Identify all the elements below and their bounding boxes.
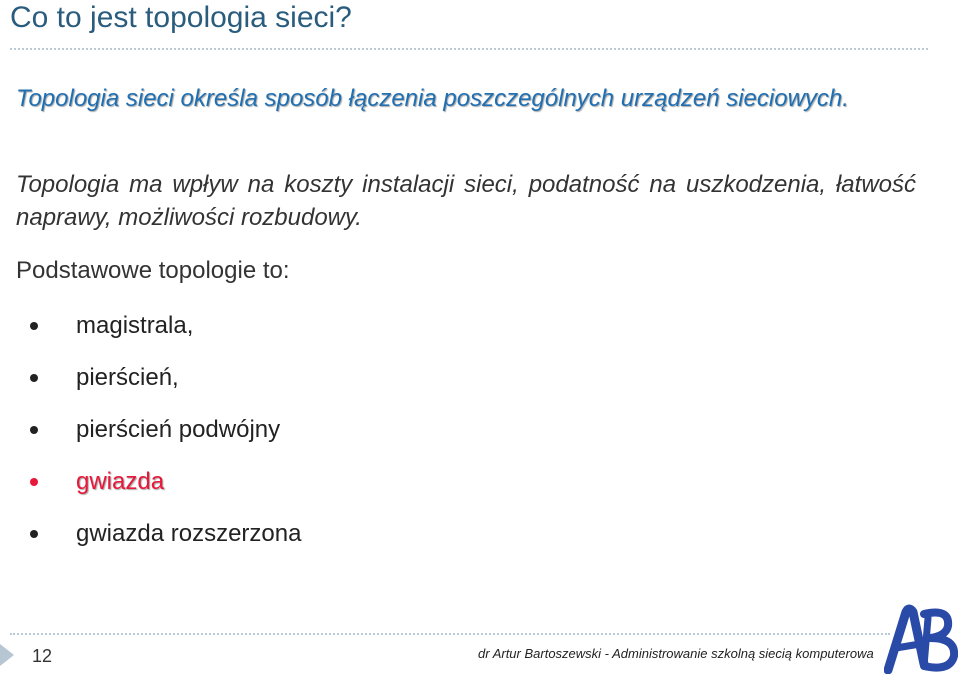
list-item xyxy=(30,300,301,352)
paragraph-impact: Topologia ma wpływ na koszty instalacji sieci, podatność na uszkodzenia, łatwość naprawy, możliwości rozbudowy. xyxy=(16,171,916,231)
triangle-marker-icon xyxy=(0,644,14,666)
list-item xyxy=(30,404,301,456)
paragraph-basic-topologies: Podstawowe topologie to: xyxy=(16,257,290,284)
footer-divider xyxy=(10,633,890,635)
bullet-icon xyxy=(30,426,38,434)
list-item-label: gwiazda xyxy=(76,468,165,495)
ab-logo-icon xyxy=(884,604,958,674)
bullet-icon xyxy=(30,374,38,382)
bullet-icon xyxy=(30,322,38,330)
bullet-icon xyxy=(30,478,38,486)
list-item-label: pierścień, xyxy=(76,364,179,391)
list-item-highlighted xyxy=(30,456,301,508)
title-divider xyxy=(10,48,928,50)
paragraph-definition: Topologia sieci określa sposób łączenia poszczególnych urządzeń sieciowych. xyxy=(16,85,849,112)
list-item-label: magistrala, xyxy=(76,312,194,339)
list-item xyxy=(30,508,301,560)
list-item-label: pierścień podwójny xyxy=(76,416,281,443)
footer-author: dr Artur Bartoszewski - Administrowanie szkolną siecią komputerowa xyxy=(478,646,874,661)
slide-title: Co to jest topologia sieci? xyxy=(10,1,352,34)
list-item-label: gwiazda rozszerzona xyxy=(76,520,302,547)
list-item xyxy=(30,352,301,404)
bullet-icon xyxy=(30,530,38,538)
page-number: 12 xyxy=(32,646,53,666)
topology-list xyxy=(30,300,301,560)
